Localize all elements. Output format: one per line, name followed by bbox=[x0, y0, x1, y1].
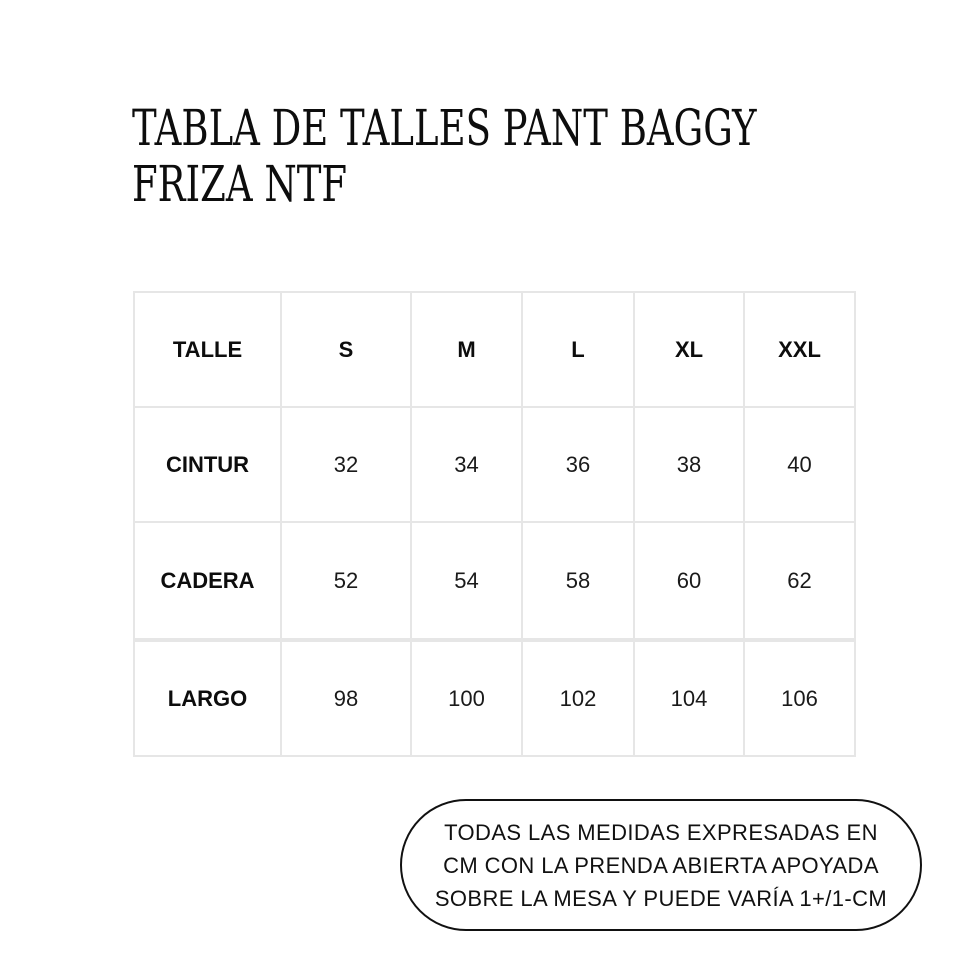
table-row bbox=[134, 640, 855, 756]
row-label-cintur: CINTUR bbox=[134, 407, 281, 522]
table-cell: 40 bbox=[744, 407, 855, 522]
table-cell: 52 bbox=[281, 522, 411, 640]
table-cell: 54 bbox=[411, 522, 522, 640]
table-row bbox=[134, 407, 855, 522]
table-cell: 102 bbox=[522, 640, 634, 756]
header-cell-m: M bbox=[411, 292, 522, 407]
table-cell: 98 bbox=[281, 640, 411, 756]
table-header-row bbox=[134, 292, 855, 407]
size-table bbox=[133, 291, 856, 757]
row-label-cadera: CADERA bbox=[134, 522, 281, 640]
table-cell: 106 bbox=[744, 640, 855, 756]
table-cell: 104 bbox=[634, 640, 744, 756]
table-cell: 32 bbox=[281, 407, 411, 522]
note-line: CM CON LA PRENDA ABIERTA APOYADA bbox=[443, 852, 879, 878]
measurement-note bbox=[400, 799, 922, 931]
header-cell-l: L bbox=[522, 292, 634, 407]
table-cell: 100 bbox=[411, 640, 522, 756]
note-line: SOBRE LA MESA Y PUEDE VARÍA 1+/1-CM bbox=[434, 885, 888, 911]
row-label-largo: LARGO bbox=[134, 640, 281, 756]
page-title: TABLA DE TALLES PANT BAGGY FRIZA NTF bbox=[132, 99, 757, 213]
table-cell: 60 bbox=[634, 522, 744, 640]
note-line: TODAS LAS MEDIDAS EXPRESADAS EN bbox=[444, 819, 878, 845]
table-cell: 34 bbox=[411, 407, 522, 522]
header-cell-s: S bbox=[281, 292, 411, 407]
header-cell-xxl: XXL bbox=[744, 292, 855, 407]
table-cell: 38 bbox=[634, 407, 744, 522]
table-cell: 62 bbox=[744, 522, 855, 640]
table-row bbox=[134, 522, 855, 640]
table-cell: 36 bbox=[522, 407, 634, 522]
header-cell-talle: TALLE bbox=[134, 292, 281, 407]
table-cell: 58 bbox=[522, 522, 634, 640]
header-cell-xl: XL bbox=[634, 292, 744, 407]
measurement-note-text bbox=[421, 816, 901, 915]
